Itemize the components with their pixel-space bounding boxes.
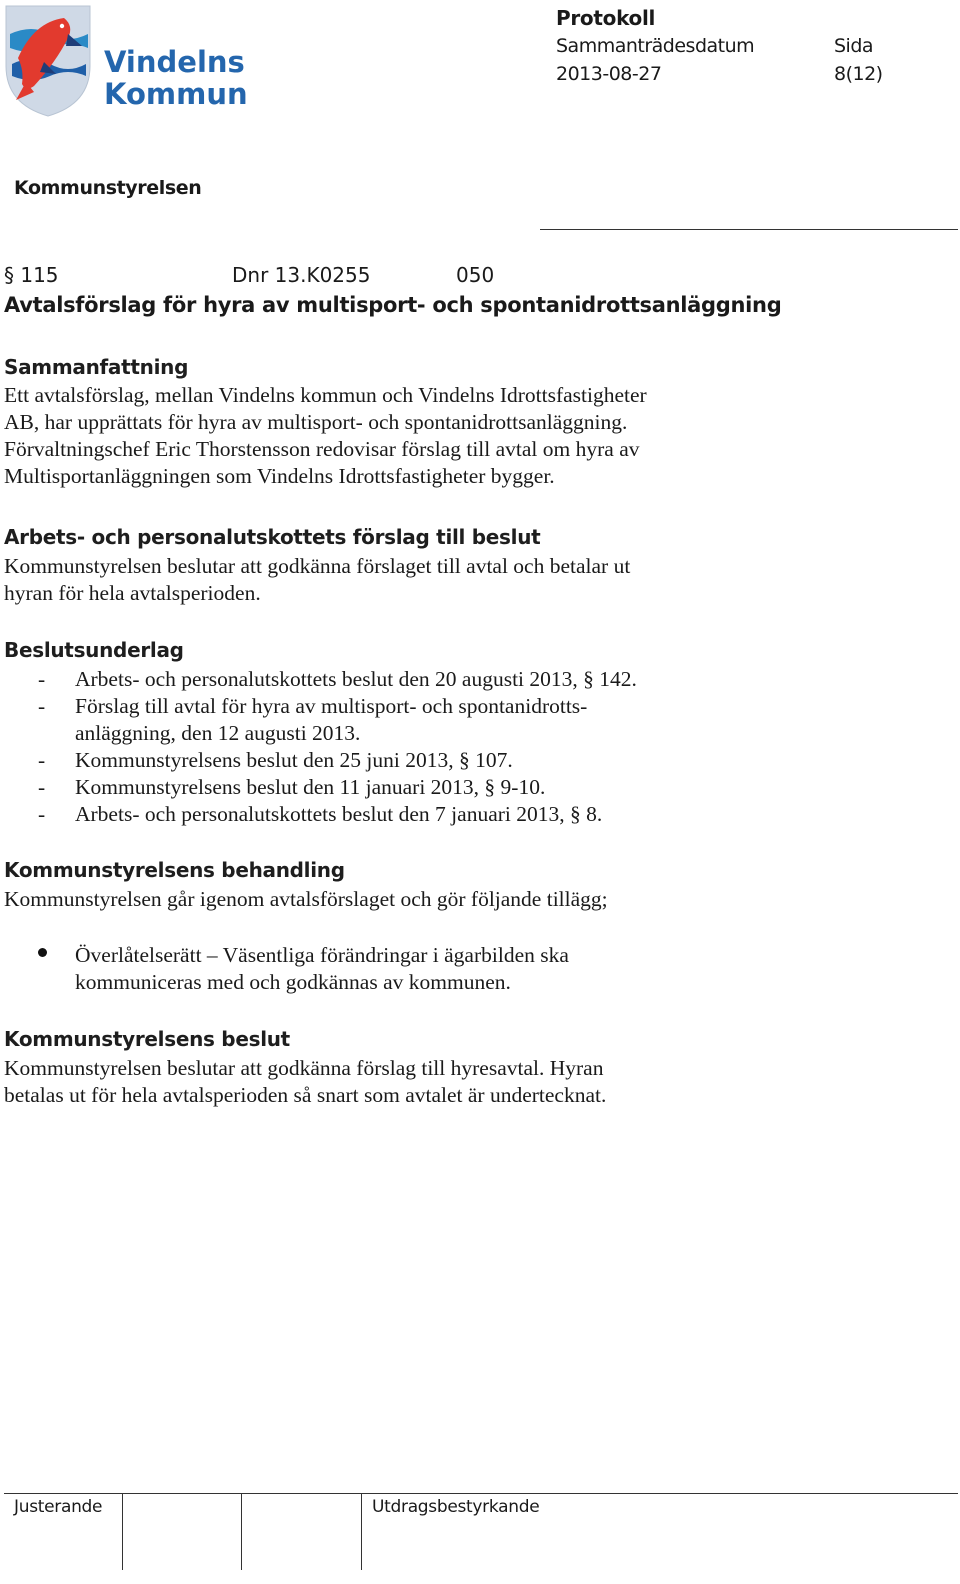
decision-line: Kommunstyrelsen beslutar att godkänna förslag till hyresavtal. Hyran	[4, 1056, 604, 1080]
proposal-line: Kommunstyrelsen beslutar att godkänna förslaget till avtal och betalar ut	[4, 554, 631, 578]
extract-certification-label: Utdragsbestyrkande	[372, 1497, 540, 1517]
committee-proposal-text	[4, 553, 630, 607]
summary-text	[4, 382, 647, 490]
registration-number: Dnr 13.K0255	[232, 263, 371, 287]
basis-item-text: Kommunstyrelsens beslut den 11 januari 2013, § 9-10.	[75, 775, 546, 799]
summary-line: Ett avtalsförslag, mellan Vindelns kommun och Vindelns Idrottsfastigheter	[4, 383, 647, 407]
dash-marker: -	[38, 775, 46, 799]
meeting-date-label: Sammanträdesdatum	[556, 35, 755, 57]
decision-text	[4, 1055, 606, 1109]
svg-text:Vindelns: Vindelns	[104, 45, 245, 79]
proposal-line: hyran för hela avtalsperioden.	[4, 581, 261, 605]
basis-heading: Beslutsunderlag	[4, 638, 184, 662]
summary-line: AB, har upprättats för hyra av multisport- och spontanidrottsanläggning.	[4, 410, 628, 434]
committee-proposal-heading: Arbets- och personalutskottets förslag till beslut	[4, 525, 541, 549]
decision-heading: Kommunstyrelsens beslut	[4, 1027, 290, 1051]
svg-text:Kommun: Kommun	[104, 77, 248, 111]
decision-line: betalas ut för hela avtalsperioden så snart som avtalet är undertecknat.	[4, 1083, 607, 1107]
bullet-icon	[38, 948, 47, 957]
committee-name: Kommunstyrelsen	[14, 177, 202, 199]
summary-line: Multisportanläggningen som Vindelns Idrottsfastigheter bygger.	[4, 464, 555, 488]
header-divider	[540, 229, 958, 230]
footer-cell-divider	[241, 1494, 242, 1570]
treatment-bullet-line: Överlåtelserätt – Väsentliga förändringar i ägarbilden ska	[75, 943, 569, 967]
treatment-intro: Kommunstyrelsen går igenom avtalsförslaget och gör följande tillägg;	[4, 887, 608, 911]
meeting-date-value: 2013-08-27	[556, 63, 662, 85]
treatment-text	[4, 886, 608, 913]
adjuster-label: Justerande	[14, 1497, 103, 1517]
basis-item-text: Arbets- och personalutskottets beslut den 20 augusti 2013, § 142.	[75, 667, 637, 691]
summary-heading: Sammanfattning	[4, 355, 189, 379]
page-label: Sida	[834, 35, 874, 57]
paragraph-number: § 115	[4, 263, 59, 287]
basis-item-text: Förslag till avtal för hyra av multisport- och spontanidrotts-	[75, 694, 588, 718]
footer-cell-divider	[361, 1494, 362, 1570]
footer-cell-divider	[122, 1494, 123, 1570]
treatment-bullet-line: kommuniceras med och godkännas av kommunen.	[75, 970, 511, 994]
dash-marker: -	[38, 748, 46, 772]
page-number: 8(12)	[834, 63, 883, 85]
basis-item-text: anläggning, den 12 augusti 2013.	[75, 721, 361, 745]
footer-divider	[4, 1493, 958, 1494]
municipality-logo	[4, 4, 254, 118]
basis-item-text: Arbets- och personalutskottets beslut den 7 januari 2013, § 8.	[75, 802, 603, 826]
case-title: Avtalsförslag för hyra av multisport- och spontanidrottsanläggning	[4, 293, 782, 317]
dash-marker: -	[38, 667, 46, 691]
registration-code: 050	[456, 263, 495, 287]
basis-item-text: Kommunstyrelsens beslut den 25 juni 2013, § 107.	[75, 748, 513, 772]
logo-emblem	[4, 4, 254, 118]
document-type: Protokoll	[556, 6, 656, 30]
summary-line: Förvaltningschef Eric Thorstensson redovisar förslag till avtal om hyra av	[4, 437, 640, 461]
dash-marker: -	[38, 802, 46, 826]
treatment-heading: Kommunstyrelsens behandling	[4, 858, 345, 882]
dash-marker: -	[38, 694, 46, 718]
